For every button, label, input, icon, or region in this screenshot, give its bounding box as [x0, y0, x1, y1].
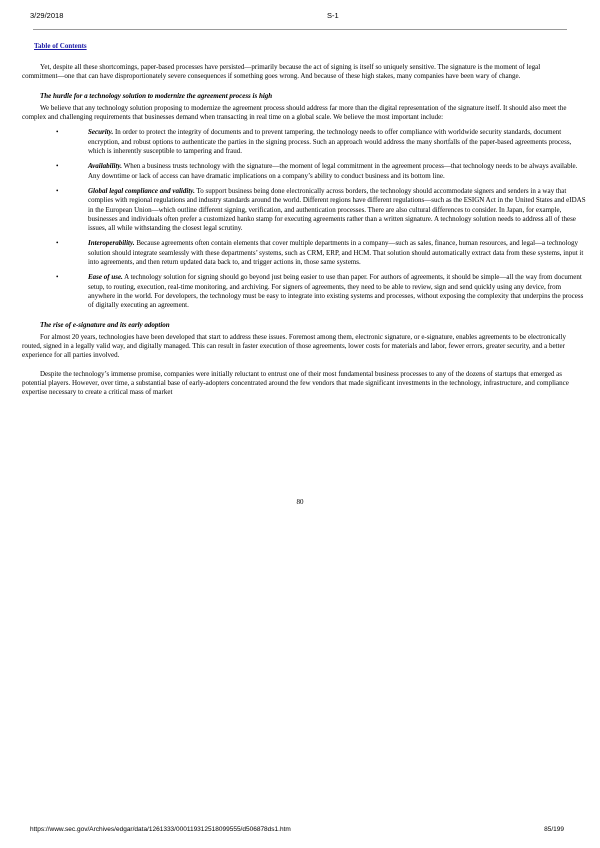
section-paragraph-esignature-2: Despite the technology’s immense promise, companies were initially reluctant to entrust one of their most fundamental business processes to any of the dozens of startups that emerged as potential players. However, over time, a substantial base of early-adopters concentrated around the few vendors that made significant investments in the technology, infrastructure, and compliance expertise necessary to create a critical mass of market [22, 369, 569, 397]
bullet-icon: • [56, 186, 59, 195]
bullet-icon: • [56, 128, 59, 137]
list-item-text: When a business trusts technology with the signature—the moment of legal commitment in the agreement process—that technology needs to be always available. Any downtime or lack of access can have dramatic implications on a company’s ability to conduct business and its bottom line. [88, 162, 578, 180]
table-of-contents-link[interactable]: Table of Contents [34, 42, 87, 50]
source-url: https://www.sec.gov/Archives/edgar/data/1261333/000119312518099555/d506878ds1.htm [30, 826, 291, 833]
list-item-term: Interoperability. [88, 239, 135, 248]
list-item-term: Security. [88, 128, 114, 137]
bullet-icon: • [56, 273, 59, 282]
header-divider [33, 29, 567, 30]
list-item-text: A technology solution for signing should go beyond just being easier to use than paper. For authors of agreements, it should be simple—all the way from document setup, to routing, execution, real-time monitoring, and archiving. For signers of agreements, they need to be able to review, sign and send quickly using any device, from anywhere in the world. For developers, the technology must be easy to integrate into existing systems and processes, without exposing the complexity that underpins the process of digitally executing an agreement. [88, 273, 584, 310]
list-item-term: Ease of use. [88, 273, 123, 282]
page-number: 80 [296, 498, 304, 506]
print-date: 3/29/2018 [30, 11, 64, 20]
intro-paragraph: Yet, despite all these shortcomings, paper-based processes have persisted—primarily because the act of signing is itself so uniquely sensitive. The signature is the moment of legal commitment—one that can have disproportionately severe consequences if something goes wrong. And because of these high stakes, many companies have been wary of change. [22, 63, 541, 81]
list-item-global-compliance [52, 187, 588, 233]
requirements-list [52, 128, 586, 310]
section-paragraph-esignature-1: For almost 20 years, technologies have been developed that start to address these issues. Foremost among them, electronic signature, or e-signature, enables agreements to be electronically routed, signed in a legally valid way, and digitally managed. This can result in faster execution of those agreements, lower costs for materials and labor, fewer errors, greater security, and a better experience for all parties involved. [22, 332, 567, 360]
list-item-term: Availability. [88, 162, 123, 171]
list-item-interoperability [52, 239, 588, 267]
list-item-text: Because agreements often contain elements that cover multiple departments in a company—such as sales, finance, human resources, and legal—a technology solution should integrate seamlessly with these departments’ systems, such as CRM, ERP, and HCM. That solution should automatically extract data from these systems, input it into agreements, and then return updated data back to, and trigger actions in, those same systems. [88, 239, 584, 267]
list-item-security [52, 128, 588, 156]
section-heading-hurdle: The hurdle for a technology solution to modernize the agreement process is high [40, 91, 273, 100]
document-title: S-1 [327, 11, 339, 20]
bullet-icon: • [56, 162, 59, 171]
print-header [30, 8, 570, 22]
list-item-text: To support business being done electronically across borders, the technology should accommodate signers and senders in a way that complies with regional regulations and industry standards around the world. Different regions have different regulations—such as the ESIGN Act in the United States and eIDAS in the European Union—which outline different signing, verification, and authentication processes. There are also cultural differences to consider. In Japan, for example, businesses and individuals often prefer a customized hanko stamp for executing agreements rather than a written signature. A technology solution needs to address all of these issues, all while withstanding the closest legal scrutiny. [88, 186, 586, 233]
list-item-term: Global legal compliance and validity. [88, 186, 195, 195]
section-paragraph-hurdle: We believe that any technology solution proposing to modernize the agreement process should address far more than the digital representation of the signature itself. It should also meet the complex and challenging requirements that businesses demand when transacting in real time on a global scale. We believe the most important include: [22, 103, 567, 122]
bullet-icon: • [56, 239, 59, 248]
document-body [22, 63, 586, 398]
list-item-text: In order to protect the integrity of documents and to prevent tampering, the technology needs to offer compliance with worldwide security standards, document encryption, and robust options to authenticate the parties in the signing process. Such an approach would address the many shortfalls of the paper-based agreements process, which is inherently susceptible to tampering and fraud. [88, 128, 572, 156]
list-item-ease-of-use [52, 273, 588, 310]
section-heading-esignature: The rise of e-signature and its early adoption [40, 320, 170, 329]
page-count: 85/199 [544, 826, 564, 833]
list-item-availability [52, 162, 588, 181]
